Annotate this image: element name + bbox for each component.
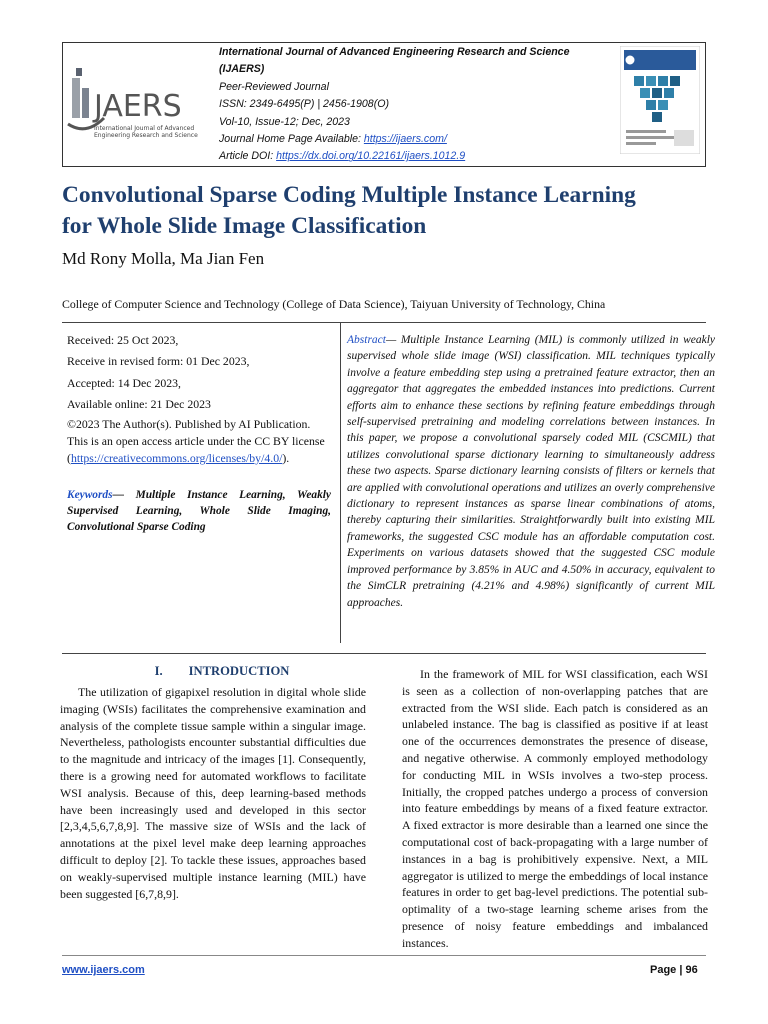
- keywords: [67, 487, 331, 536]
- authors: Md Rony Molla, Ma Jian Fen: [62, 249, 265, 268]
- footer-divider: [62, 955, 706, 956]
- revised-date: Receive in revised form: 01 Dec 2023,: [67, 354, 250, 369]
- journal-name: International Journal of Advanced Engineering Research and Science: [219, 46, 570, 58]
- received-date: Received: 25 Oct 2023,: [67, 333, 179, 347]
- abstract: [347, 332, 715, 611]
- section-title: INTRODUCTION: [188, 664, 290, 678]
- footer-website-link[interactable]: www.ijaers.com: [62, 964, 145, 976]
- license-text: ©2023 The Author(s). Published by AI Publication. This is an open access article under the CC BY license (: [67, 417, 325, 465]
- title-line-1: Convolutional Sparse Coding Multiple Instance Learning: [62, 182, 636, 208]
- volume: Vol-10, Issue-12; Dec, 2023: [219, 115, 350, 128]
- doi-link[interactable]: https://dx.doi.org/10.22161/ijaers.1012.9: [276, 150, 466, 163]
- logo-subtext-2: Engineering Research and Science: [94, 132, 198, 139]
- homepage-label: Journal Home Page Available:: [219, 133, 364, 146]
- journal-abbr: (IJAERS): [219, 63, 265, 76]
- license-statement: [67, 416, 333, 466]
- doi-line: [219, 148, 619, 165]
- peer-reviewed: Peer-Reviewed Journal: [219, 80, 329, 93]
- license-end: ).: [282, 450, 290, 465]
- divider-top: [62, 322, 706, 323]
- cover-graphic: [620, 46, 700, 154]
- journal-cover-image: [620, 46, 700, 154]
- section-number: I.: [154, 664, 163, 678]
- homepage-link[interactable]: https://ijaers.com/: [363, 133, 447, 146]
- section-heading-introduction: [62, 664, 382, 679]
- logo-wordmark: JAERS: [94, 89, 182, 124]
- paper-title: [62, 180, 712, 242]
- intro-paragraph-right: In the framework of MIL for WSI classification, each WSI is seen as a collection of non-overlapping patches that are extracted from the WSI slide. Each patch is considered as an unlabeled instance. The bag is classified as positive if at least one of the occurrences demonstrates the presence of disease, and negative otherwise. A commonly employed methodology for conducting MIL in WSIs involves a two-step process. Initially, the cropped patches undergo a process of conversion into feature embeddings by means of a fixed feature extractor. A fixed extractor is more desirable than a learned one since the computational cost of back-propagating with a large number of instances in a bag is prohibitively expensive. Next, a MIL aggregator is utilized to merge the embeddings of local instance features in order to get bag-level predictions. The potential sub-optimality of a two-stage learning scheme arises from the presence of noisy feature embeddings and imbalanced instances.: [402, 667, 708, 950]
- column-separator: [340, 322, 341, 643]
- homepage-line: [219, 131, 619, 148]
- keywords-text: — Multiple Instance Learning, Weakly Supervised Learning, Whole Slide Imaging, Convolutional Sparse Coding: [67, 489, 331, 534]
- journal-info: [219, 44, 619, 166]
- keywords-label: Keywords: [67, 489, 113, 501]
- license-link[interactable]: https://creativecommons.org/licenses/by/4.0/: [70, 450, 283, 465]
- accepted-date: Accepted: 14 Dec 2023,: [67, 375, 181, 390]
- ijaers-logo: [64, 66, 204, 146]
- logo-subtext-1: International Journal of Advanced: [94, 125, 195, 132]
- abstract-label: Abstract: [347, 334, 386, 346]
- page-number: Page | 96: [650, 964, 698, 976]
- divider-middle: [62, 653, 706, 654]
- intro-paragraph-left: The utilization of gigapixel resolution in digital whole slide imaging (WSIs) facilitates the comprehensive examination and analysis of the complete tissue sample within a singular image. Nevertheless, pathologists encounter substantial difficulties due to the magnitude and intricacy of the images [1]. Consequently, there is a growing need for automated workflows to facilitate WSI analysis. Because of this, deep learning-based methods have been increasingly used and developed in this sector [2,3,4,5,6,7,8,9]. The massive size of WSIs and the lack of annotations at the pixel level make deep learning approaches difficult to deploy [2]. To tackle these issues, approaches based on weakly-supervised multiple instance learning (MIL) have been suggested [6,7,8,9].: [60, 685, 366, 901]
- affiliation: College of Computer Science and Technology (College of Data Science), Taiyuan University of Technology, China: [62, 297, 606, 311]
- doi-label: Article DOI:: [219, 150, 277, 163]
- issn: ISSN: 2349-6495(P) | 2456-1908(O): [219, 98, 389, 111]
- available-date: Available online: 21 Dec 2023: [67, 396, 211, 411]
- logo-graphic: [64, 66, 204, 146]
- abstract-text: — Multiple Instance Learning (MIL) is commonly utilized in weakly supervised whole slide image (WSI) classification. MIL techniques typically involve a feature embedding step using a pretrained feature extractor, then an aggregator that aggregates the embedded instances into predictions. Current efforts aim to enhance these sections by refining feature embeddings through self-supervised pretraining and modeling correlations between instances. In this paper, we propose a convolutional sparsely coded MIL (CSCMIL) that utilizes convolutional sparse dictionary learning to simultaneously address these two aspects. Sparse dictionary learning consists of filters or kernels that are applied with convolutional operations and utilizes an overly comprehensive dictionary to represent instances as sparse linear combinations of atoms, thereby capturing their similarities. Straightforwardly built into existing MIL frameworks, the suggested CSC module has an affordable computation cost. Experiments on various datasets showed that the suggested CSC module improved performance by 3.85% in AUC and 4.50% in accuracy, equivalent to the SimCLR pretraining (4.21% and 4.98%) significantly of current MIL approaches.: [347, 334, 715, 609]
- article-history: [67, 330, 333, 467]
- title-line-2: for Whole Slide Image Classification: [62, 213, 427, 239]
